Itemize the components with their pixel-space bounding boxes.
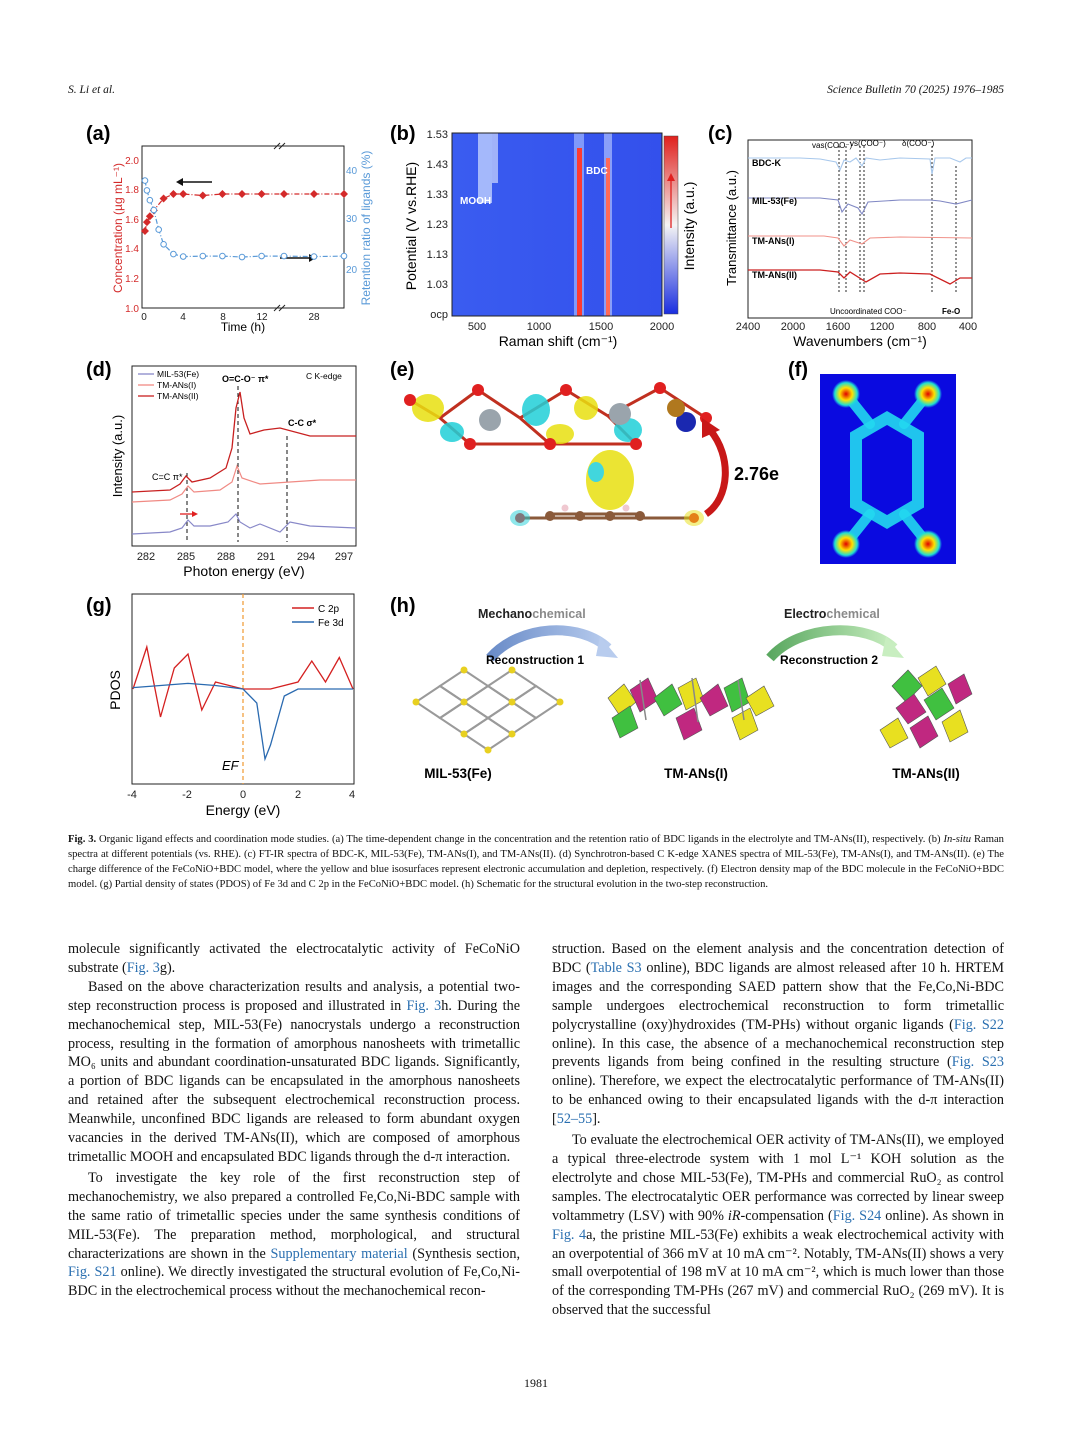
e-atom-oxygen <box>472 384 484 396</box>
b-annot-bdc: BDC <box>586 166 608 177</box>
a-concentration-point <box>280 190 288 198</box>
c-xtick: 2400 <box>735 321 761 333</box>
e-atom-metal <box>609 403 631 425</box>
g-xlabel: Energy (eV) <box>205 802 281 818</box>
panel-c <box>708 123 977 349</box>
b-xtick: 500 <box>467 321 487 333</box>
h-mil53-structure <box>416 670 560 750</box>
b-xtick: 2000 <box>649 321 675 333</box>
text: h. During the mechanochemical step, MIL-53(Fe) nanocrystals undergo a reconstruction process, resulting in the formation of amorphous nanosheets with trimetallic MO₆ units and abundant coordination-unsaturated BDC ligands. Significantly, a portion of BDC ligands can be encapsulated in the amorphous nanosheets and retained after the subsequent electrochemical reconstruction process. Meanwhile, unconfined BDC ligands are released to form abundant oxygen vacancies in the derived TM-ANs(II), which are composed of amorphous trimetallic MOOH and encapsulated BDC ligands through the d-π interaction. <box>68 997 520 1165</box>
h-node <box>413 699 420 706</box>
a-ylabel-left: Concentration (µg mL⁻¹) <box>111 163 125 293</box>
h-polyhedron <box>676 708 702 740</box>
h-node <box>557 699 564 706</box>
figure-link[interactable]: Fig. S21 <box>68 1264 117 1281</box>
g-xtick: -2 <box>182 789 192 801</box>
e-bdc-atom <box>575 511 585 521</box>
h-polyhedron <box>948 674 972 704</box>
d-ylabel: Intensity (a.u.) <box>110 414 125 498</box>
h-node <box>461 731 468 738</box>
e-isosurface-depletion <box>588 462 604 482</box>
panel-g <box>86 594 355 818</box>
d-spectrum-mil53 <box>132 514 356 534</box>
a-retention-point <box>239 254 245 260</box>
h-node <box>461 667 468 674</box>
f-density-peak <box>914 380 942 408</box>
panel-d <box>86 359 356 579</box>
c-xtick: 400 <box>958 321 978 333</box>
a-xtick: 8 <box>220 312 226 323</box>
b-ytick: 1.43 <box>426 159 448 171</box>
h-name-tmans1: TM-ANs(I) <box>664 766 728 781</box>
figure-3 <box>80 118 1000 818</box>
b-colorbar-label: Intensity (a.u.) <box>681 181 697 271</box>
e-atom-oxygen <box>404 394 416 406</box>
a-xtick: 0 <box>141 312 147 323</box>
d-xtick: 297 <box>334 551 354 563</box>
body-left-column <box>68 940 520 1301</box>
c-sample-label: TM-ANs(II) <box>752 270 797 280</box>
a-concentration-point <box>310 190 318 198</box>
d-shift-arrow-head <box>192 511 198 517</box>
panel-a-frame <box>142 146 344 308</box>
supplementary-link[interactable]: Supplementary material <box>270 1245 408 1262</box>
d-xtick: 288 <box>216 551 236 563</box>
h-lattice-cell <box>440 702 488 734</box>
text: To evaluate the electrochemical OER activity of TM-ANs(II), we employed a typical three-electrode system with 1 mol L⁻¹ KOH solution as the electrolyte and chose MIL-53(Fe), TM-PHs and commercial RuO₂ as control samples. The electrocatalytic OER performance was corrected by linear sweep voltammetry (LSV) with 90% <box>552 1132 1004 1224</box>
text: ]. <box>592 1111 601 1128</box>
reference-link[interactable]: 52–55 <box>556 1111 593 1128</box>
text: Based on the above characterization results and analysis, a potential two-step reconstruction process is proposed and illustrated in <box>68 978 520 1014</box>
c-sample-label: BDC-K <box>752 158 781 168</box>
text: online). We directly investigated the structural evolution of Fe,Co,Ni-BDC in the electrochemical process without the mechanochemical recon- <box>68 1264 520 1300</box>
g-fermi-label: EF <box>222 758 239 773</box>
g-xtick: -4 <box>127 789 137 801</box>
panel-h-label: (h) <box>390 595 416 617</box>
text: online). Therefore, we expect the electrocatalytic performance of TM-ANs(II) to be enhanced owing to their encapsulated ligands with the d-π interaction [ <box>552 1073 1004 1128</box>
h-step1-label: Reconstruction 1 <box>486 653 585 667</box>
d-annot-sigma: C-C σ* <box>288 418 317 428</box>
d-xtick: 291 <box>256 551 276 563</box>
table-link[interactable]: Table S3 <box>590 959 642 976</box>
text: online). As shown in <box>881 1207 1004 1224</box>
a-ylabel-right: Retention ratio of ligands (%) <box>359 150 373 306</box>
figure-link[interactable]: Fig. S22 <box>953 1016 1004 1033</box>
g-xtick: 4 <box>348 789 356 801</box>
e-isosurface-depletion <box>522 394 550 426</box>
a-retention-point <box>311 254 317 260</box>
caption-emphasis: In-situ <box>943 834 972 845</box>
text: molecule significantly activated the electrocatalytic activity of FeCoNiO substrate ( <box>68 941 520 976</box>
figure-svg <box>80 118 1000 818</box>
c-xtick: 1600 <box>825 321 851 333</box>
caption-label: Fig. 3. <box>68 834 97 845</box>
c-ylabel: Transmittance (a.u.) <box>724 170 739 286</box>
h-name-mil53: MIL-53(Fe) <box>424 766 492 781</box>
h-lattice-cell <box>464 686 512 718</box>
a-retention-point <box>259 253 265 259</box>
e-atom-metal <box>667 399 685 417</box>
figure-link[interactable]: Fig. S24 <box>832 1207 882 1224</box>
d-xtick: 294 <box>296 551 316 563</box>
e-atom-oxygen <box>560 384 572 396</box>
a-ytick: 1.4 <box>125 244 139 255</box>
a-xtick: 28 <box>308 312 320 323</box>
g-xtick: 0 <box>239 789 247 801</box>
h-polyhedron <box>880 718 908 748</box>
c-sample-label: TM-ANs(I) <box>752 236 795 246</box>
paragraph <box>552 940 1004 1129</box>
h-polyhedron <box>612 706 638 738</box>
d-xtick: 282 <box>136 551 156 563</box>
panel-e <box>390 359 779 526</box>
h-tmans2-structure <box>880 666 972 748</box>
paragraph <box>68 1169 520 1301</box>
figure-link[interactable]: Fig. 3 <box>126 959 160 976</box>
h-polyhedron <box>942 710 968 742</box>
e-atom-oxygen <box>630 438 642 450</box>
a-concentration-point <box>179 190 187 198</box>
h-lattice-cell <box>488 702 536 734</box>
e-isosurface-accumulation <box>412 394 444 422</box>
d-edge-label: C K-edge <box>306 371 342 381</box>
a-retention-point <box>180 254 186 260</box>
a-concentration-point <box>340 190 348 198</box>
text: g). <box>159 959 176 976</box>
a-ytick: 1.8 <box>125 185 139 196</box>
e-atom-oxygen <box>464 438 476 450</box>
e-charge-value: 2.76e <box>734 464 780 484</box>
e-bdc-atom <box>605 511 615 521</box>
c-annot-uncoord: Uncoordinated COO⁻ <box>830 307 907 316</box>
page-number: 1981 <box>524 1376 548 1390</box>
panel-b-label: (b) <box>390 123 416 145</box>
text: a, the pristine MIL-53(Fe) exhibits a weak electrochemical activity with an overpotential of 366 mV at 10 mA cm⁻². Notably, TM-ANs(II) shows a very small overpotential of 198 mV at 10 mA cm⁻², which is much lower than those of the corresponding TM-PHs (267 mV) and commercial RuO₂ (269 mV). It is observed that the successful <box>552 1226 1004 1319</box>
a-retention-point <box>151 207 157 213</box>
g-xtick: 2 <box>294 789 302 801</box>
a-concentration-point <box>238 190 246 198</box>
paragraph <box>552 1131 1004 1320</box>
h-polyhedron <box>654 684 682 716</box>
f-density-peak <box>914 530 942 558</box>
panel-a <box>86 123 373 334</box>
h-tmans1-structure <box>608 678 774 740</box>
b-xtick: 1000 <box>526 321 552 333</box>
header-authors: S. Li et al. <box>68 84 115 96</box>
b-annot-mooh: MOOH <box>460 196 492 207</box>
figure-caption <box>68 832 1004 892</box>
g-legend-item: C 2p <box>318 604 340 615</box>
b-ytick: 1.23 <box>426 219 448 231</box>
a-xlabel: Time (h) <box>220 320 266 334</box>
header-journal: Science Bulletin 70 (2025) 1976–1985 <box>827 84 1004 96</box>
h-node <box>509 731 516 738</box>
h-polyhedron <box>700 684 728 716</box>
h-polyhedron <box>896 694 926 724</box>
e-bdc-hydrogen <box>623 505 630 512</box>
e-charge-arrow <box>706 430 725 514</box>
e-isosurface-accumulation <box>574 396 598 420</box>
h-step2-label: Reconstruction 2 <box>780 653 879 667</box>
panel-c-label: (c) <box>708 123 733 145</box>
d-annot-pi-cc: C=C π* <box>152 472 183 482</box>
h-node <box>461 699 468 706</box>
text: online), BDC ligands are almost released after 10 h. HRTEM images and the corresponding SAED pattern show that the Fe,Co,Ni-BDC sample undergoes electrochemical reconstruction to form trimetallic polycrystalline (oxy)hydroxides (TM-PHs) without organic ligands ( <box>552 959 1004 1033</box>
panel-f <box>788 359 956 564</box>
b-ytick: 1.13 <box>426 249 448 261</box>
a-retention-point <box>171 251 177 257</box>
d-annot-pi-oco: O=C-O⁻ π* <box>222 374 269 384</box>
c-annot-vs: vs(COO⁻) <box>850 139 886 148</box>
a-arrow-left-head <box>176 178 183 186</box>
f-density-peak <box>832 380 860 408</box>
h-polyhedron <box>892 670 922 702</box>
raman-bdc-band <box>577 148 582 316</box>
h-lattice-cell <box>488 670 536 702</box>
raman-mooh-band <box>492 133 498 183</box>
a-concentration-point <box>199 192 207 200</box>
raman-mooh-band <box>478 133 492 203</box>
h-lattice-cell <box>464 718 512 750</box>
e-isosurface-depletion <box>440 422 464 442</box>
h-polyhedron <box>724 678 750 712</box>
h-name-tmans2: TM-ANs(II) <box>892 766 960 781</box>
a-retention-point <box>156 227 162 233</box>
d-xtick: 285 <box>176 551 196 563</box>
a-concentration-point <box>169 190 177 198</box>
e-atom-oxygen <box>654 382 666 394</box>
c-annot-vas: vas(COO⁻) <box>812 141 853 150</box>
h-node <box>509 667 516 674</box>
text: -compensation ( <box>740 1207 833 1224</box>
text: struction. Based on the element analysis and the concentration detection of BDC ( <box>552 941 1004 976</box>
panel-d-label: (d) <box>86 359 112 381</box>
figure-link[interactable]: Fig. 4 <box>552 1226 587 1243</box>
a-ytick: 1.0 <box>125 304 139 315</box>
b-ylabel: Potential (V vs.RHE) <box>403 161 419 291</box>
raman-bdc-band2 <box>606 158 610 316</box>
text: To investigate the key role of the first reconstruction step of mechanochemistry, we also prepared a controlled Fe,Co,Ni-BDC sample with the same ratio of trimetallic species under the same synthesis conditions of MIL-53(Fe). The preparation method, morphological, and structural characterizations are shown in the <box>68 1169 520 1262</box>
d-xlabel: Photon energy (eV) <box>183 563 305 579</box>
text: iR <box>727 1207 741 1224</box>
a-concentration-point <box>218 190 226 198</box>
a-retention-point <box>147 197 153 203</box>
c-xtick: 2000 <box>780 321 806 333</box>
paragraph <box>68 978 520 1167</box>
c-annot-delta: δ(COO⁻) <box>902 139 935 148</box>
e-isosurface-depletion <box>510 510 530 526</box>
h-lattice-cell <box>512 686 560 718</box>
e-atom-metal <box>479 409 501 431</box>
paragraph <box>68 940 520 978</box>
b-ytick: 1.03 <box>426 279 448 291</box>
body-right-column <box>552 940 1004 1320</box>
a-retention-point <box>220 253 226 259</box>
panel-h <box>390 595 972 781</box>
e-bdc-atom <box>635 511 645 521</box>
e-bond <box>440 390 478 418</box>
caption-text-1: Organic ligand effects and coordination mode studies. (a) The time-dependent change in the concentration and the retention ratio of BDC ligands in the electrolyte and TM-ANs(II), respectively. (b) <box>96 834 944 845</box>
e-isosurface-accumulation <box>684 510 704 526</box>
caption-text-2: Raman spectra at different potentials (vs. RHE). (c) FT-IR spectra of BDC-K, MIL-53(Fe), TM-ANs(I), and TM-ANs(II). (d) Synchrotron-based C K-edge XANES spectra of MIL-53(Fe), TM-ANs(I), and TM-ANs(II). (e) The charge difference of the FeCoNiO+BDC model, where the yellow and blue isosurfaces represent electronic accumulation and depletion, respectively. (f) Electron density map of the BDC molecule in the FeCoNiO+BDC model. (g) Partial density of states (PDOS) of Fe 3d and C 2p in the FeCoNiO+BDC model. (h) Schematic for the structural evolution in the two-step reconstruction. <box>68 834 1004 890</box>
h-polyhedron <box>910 716 938 748</box>
panel-b <box>390 123 697 349</box>
figure-link[interactable]: Fig. 3 <box>406 997 442 1014</box>
b-ytick: ocp <box>430 309 448 321</box>
a-retention-point <box>161 242 167 248</box>
b-xtick: 1500 <box>588 321 614 333</box>
f-density-peak <box>832 530 860 558</box>
c-xtick: 800 <box>917 321 937 333</box>
c-annot-feo: Fe-O <box>942 307 961 316</box>
a-ytick-right: 30 <box>346 214 358 225</box>
h-polyhedron <box>678 678 704 710</box>
a-retention-point <box>144 188 150 194</box>
a-plot-area <box>141 178 348 260</box>
h-lattice-cell <box>416 686 464 718</box>
a-ytick: 1.2 <box>125 274 139 285</box>
c-sample-label: MIL-53(Fe) <box>752 196 797 206</box>
figure-link[interactable]: Fig. S23 <box>951 1054 1004 1071</box>
a-ytick-right: 20 <box>346 265 358 276</box>
g-legend-item: Fe 3d <box>318 618 344 629</box>
a-retention-point <box>281 253 287 259</box>
a-ytick-right: 40 <box>346 166 358 177</box>
a-xtick: 4 <box>180 312 186 323</box>
panel-g-label: (g) <box>86 595 112 617</box>
b-xlabel: Raman shift (cm⁻¹) <box>498 333 618 349</box>
g-ylabel: PDOS <box>107 670 123 710</box>
e-bdc-hydrogen <box>562 505 569 512</box>
text: (Synthesis section, <box>407 1245 521 1262</box>
text: online). In this case, the absence of a mechanochemical reconstruction step prevents ligands from being confined in the resulting structure ( <box>552 1035 1004 1071</box>
panel-e-label: (e) <box>390 359 415 381</box>
c-xlabel: Wavenumbers (cm⁻¹) <box>793 333 927 349</box>
a-retention-point <box>341 253 347 259</box>
b-ytick: 1.33 <box>426 189 448 201</box>
h-step1-title: Mechanochemical <box>478 607 586 621</box>
h-node <box>485 747 492 754</box>
d-legend-item: TM-ANs(II) <box>157 391 199 401</box>
h-node <box>509 699 516 706</box>
h-step2-title: Electrochemical <box>784 607 880 621</box>
a-ytick: 1.6 <box>125 215 139 226</box>
d-legend-item: TM-ANs(I) <box>157 380 197 390</box>
a-concentration-line <box>145 194 344 231</box>
e-atom-oxygen <box>544 438 556 450</box>
e-bdc-atom <box>545 511 555 521</box>
a-ytick: 2.0 <box>125 156 139 167</box>
a-retention-point <box>200 253 206 259</box>
c-xtick: 1200 <box>869 321 895 333</box>
h-lattice-cell <box>440 670 488 702</box>
running-header <box>68 84 1004 96</box>
a-concentration-point <box>258 190 266 198</box>
panel-a-label: (a) <box>86 123 111 145</box>
a-xtick: 12 <box>256 312 268 323</box>
a-retention-point <box>142 178 148 184</box>
d-legend-item: MIL-53(Fe) <box>157 369 200 379</box>
panel-f-label: (f) <box>788 359 808 381</box>
b-ytick: 1.53 <box>426 129 448 141</box>
